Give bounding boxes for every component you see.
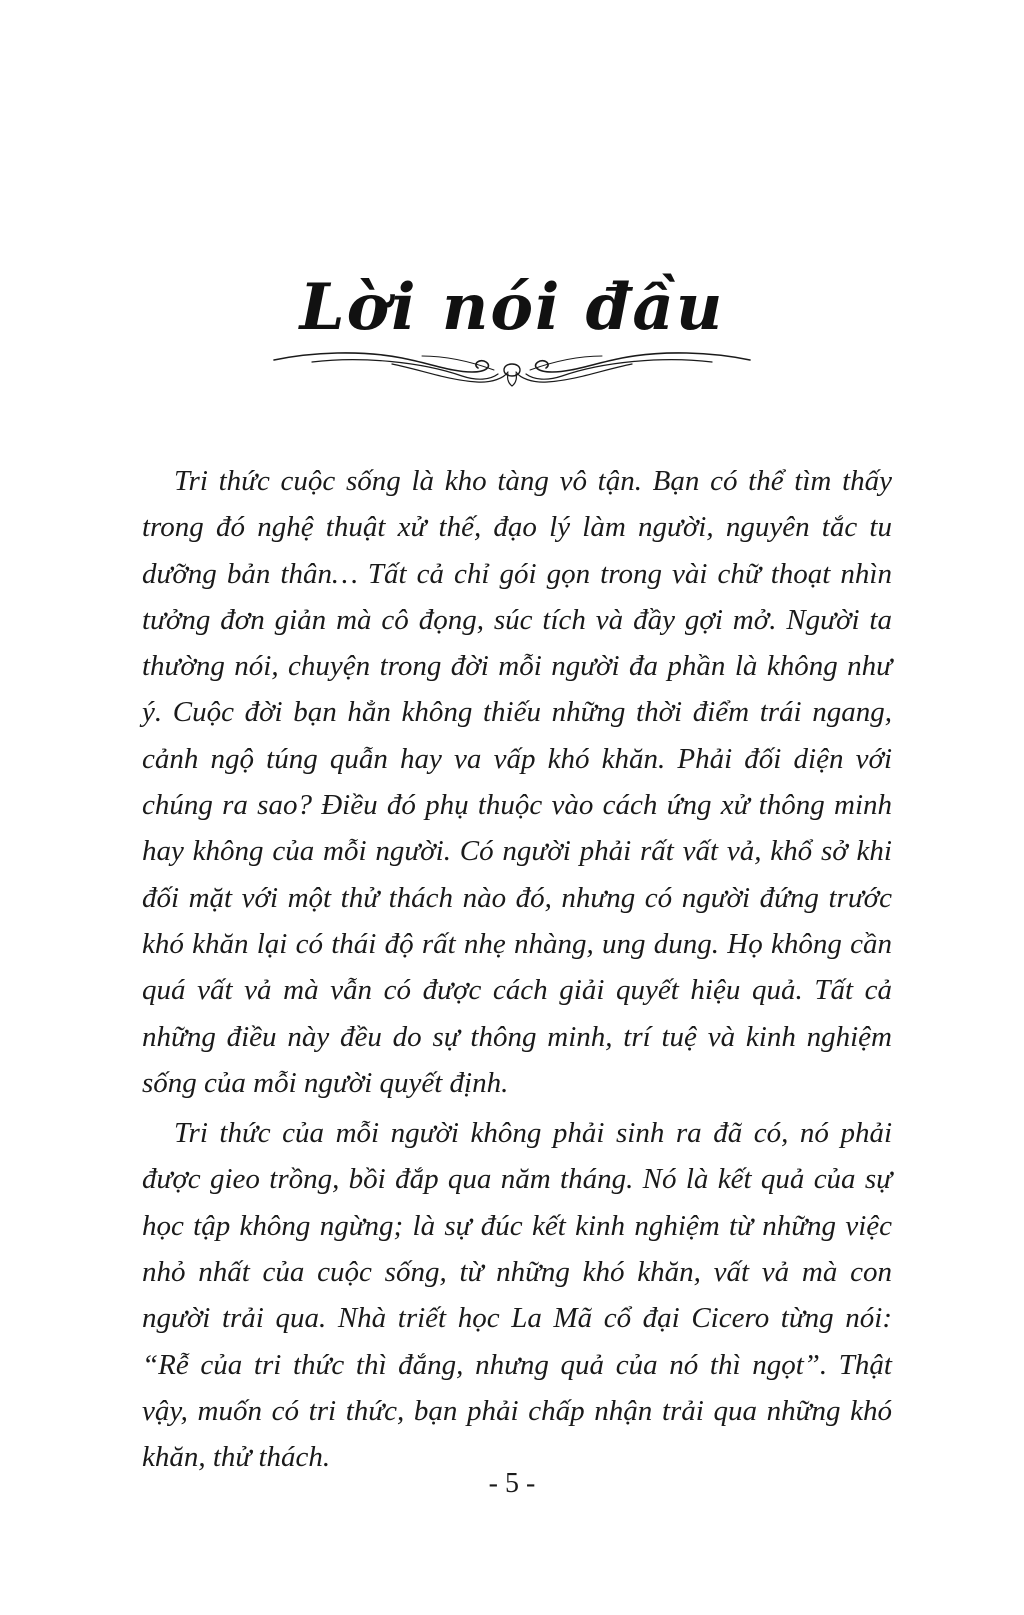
page-number: - 5 - xyxy=(488,1468,536,1499)
scroll-divider-icon xyxy=(272,348,752,388)
paragraph-1: Tri thức cuộc sống là kho tàng vô tận. Bạn có thể tìm thấy trong đó nghệ thuật xử thế, đạo lý làm người, nguyên tắc tu dưỡng bản thân… Tất cả chỉ gói gọn trong vài chữ thoạt nhìn tưởng đơn giản mà cô đọng, súc tích và đầy gợi mở. Người ta thường nói, chuyện trong đời mỗi người đa phần là không như ý. Cuộc đời bạn hẳn không thiếu những thời điểm trái ngang, cảnh ngộ túng quẫn hay va vấp khó khăn. Phải đối diện với chúng ra sao? Điều đó phụ thuộc vào cách ứng xử thông minh hay không của mỗi người. Có người phải rất vất vả, khổ sở khi đối mặt với một thử thách nào đó, nhưng có người đứng trước khó khăn lại có thái độ rất nhẹ nhàng, ung dung. Họ không cần quá vất vả mà vẫn có được cách giải quyết hiệu quả. Tất cả những điều này đều do sự thông minh, trí tuệ và kinh nghiệm sống của mỗi người quyết định. xyxy=(142,465,892,1099)
body-text xyxy=(142,458,892,1485)
paragraph-2: Tri thức của mỗi người không phải sinh ra đã có, nó phải được gieo trồng, bồi đắp qua năm tháng. Nó là kết quả của sự học tập không ngừng; là sự đúc kết kinh nghiệm từ những việc nhỏ nhất của cuộc sống, từ những khó khăn, vất vả mà con người trải qua. Nhà triết học La Mã cổ đại Cicero từng nói: “Rễ của tri thức thì đắng, nhưng quả của nó thì ngọt”. Thật vậy, muốn có tri thức, bạn phải chấp nhận trải qua những khó khăn, thử thách. xyxy=(142,1117,892,1474)
page-title: Lời nói đầu xyxy=(299,270,725,345)
